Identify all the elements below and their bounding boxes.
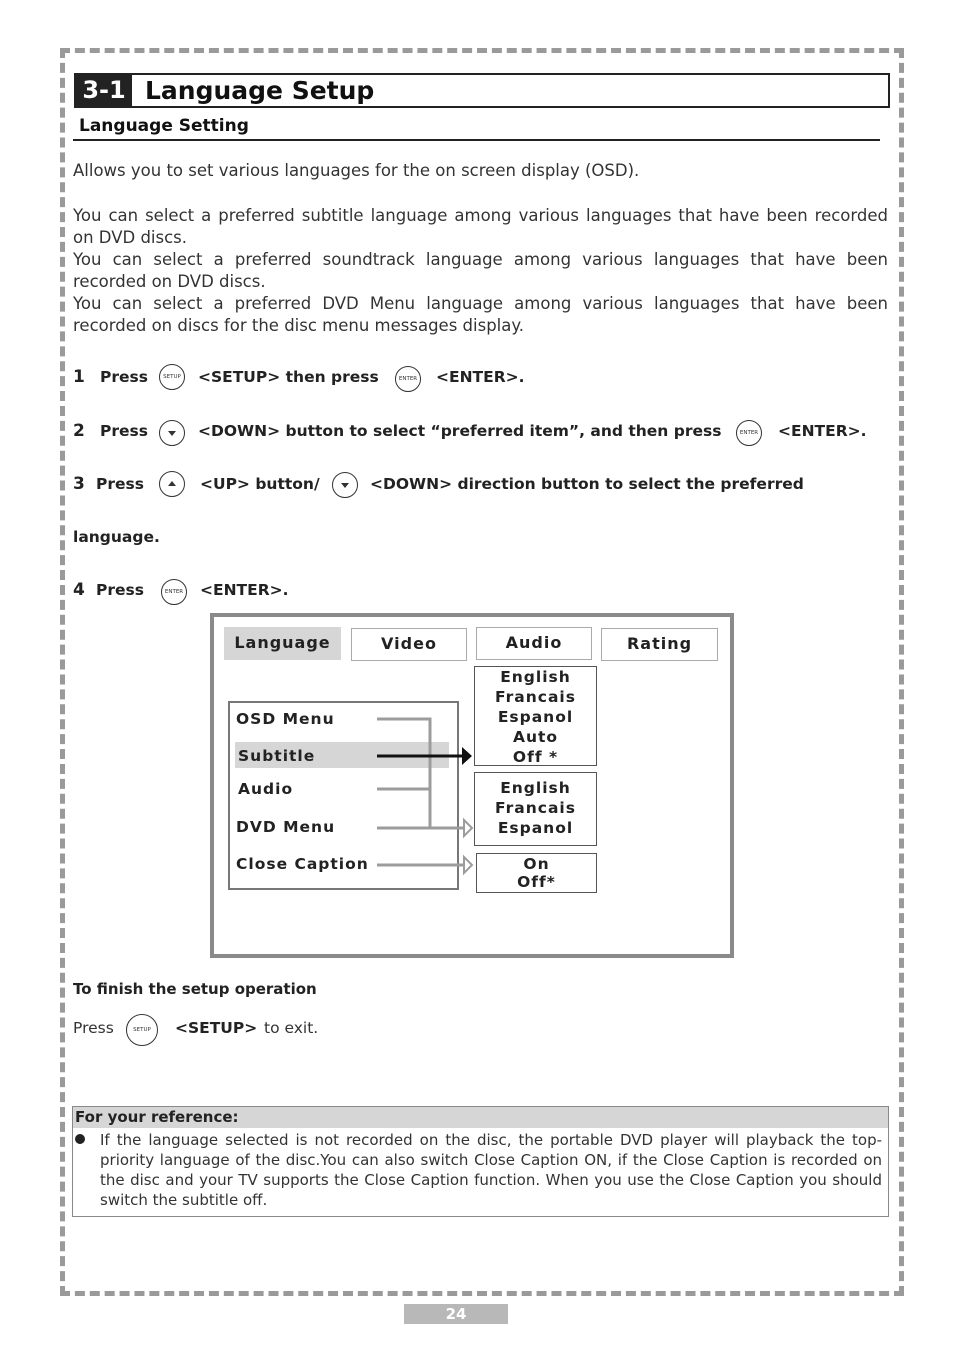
finish-heading: To finish the setup operation: [73, 980, 317, 998]
up-arrow-icon: [159, 471, 185, 497]
step-2-text: <DOWN> button to select “preferred item”, and then press: [198, 422, 722, 440]
close-caption-options: [476, 853, 597, 893]
intro-paragraph-osd: Allows you to set various languages for the on screen display (OSD).: [73, 161, 640, 180]
step-1-text: <SETUP> then press: [198, 368, 379, 386]
menu-item-subtitle: Subtitle: [238, 747, 316, 765]
option-english: English: [500, 779, 571, 797]
page-title: Language Setup: [145, 76, 375, 105]
step-4: [73, 578, 85, 608]
tab-rating: Rating: [601, 628, 718, 661]
tab-language: Language: [224, 627, 341, 660]
step-1-press: Press: [100, 368, 148, 386]
step-2: [73, 419, 85, 449]
step-number: 1: [73, 367, 85, 387]
section-heading: Language Setting: [79, 116, 249, 136]
step-number: 2: [73, 421, 85, 441]
down-arrow-icon: [159, 420, 185, 446]
option-off: Off*: [517, 873, 556, 891]
step-4-press: Press: [96, 581, 144, 599]
reference-text: If the language selected is not recorded on the disc, the portable DVD player will playback the top-priority language of the disc.You can also switch Close Caption ON, if the Close Caption is recorded on the disc and your TV supports the Close Caption function. When you use the Close Caption you should switch the subtitle off.: [100, 1131, 882, 1209]
step-number: 3: [73, 474, 85, 494]
step-2-press: Press: [100, 422, 148, 440]
step-4-end: <ENTER>.: [200, 581, 289, 599]
subtitle-language-options: [474, 772, 597, 846]
heading-rule: [73, 139, 880, 141]
section-number: 3-1: [76, 75, 132, 106]
page-number: 24: [404, 1304, 508, 1324]
tab-audio: Audio: [476, 627, 592, 660]
step-3-end: <DOWN> direction button to select the preferred: [370, 475, 804, 493]
reference-heading: For your reference:: [73, 1107, 888, 1128]
enter-button-icon: ENTER: [736, 420, 762, 446]
option-francais: Francais: [495, 799, 576, 817]
option-off: Off *: [512, 748, 559, 766]
menu-item-audio: Audio: [238, 780, 294, 798]
option-espanol: Espanol: [497, 708, 574, 726]
tab-video: Video: [351, 628, 467, 661]
finish-press: Press: [73, 1019, 114, 1037]
step-2-end: <ENTER>.: [778, 422, 867, 440]
setup-button-icon: SETUP: [159, 364, 185, 390]
bullet-icon: [75, 1134, 85, 1144]
step-3-text: <UP> button/: [200, 475, 320, 493]
option-espanol: Espanol: [497, 819, 574, 837]
step-3: [73, 472, 85, 502]
intro-paragraph-subtitle: You can select a preferred subtitle language among various languages that have been recorded on DVD discs.: [73, 206, 888, 247]
enter-button-icon: ENTER: [395, 366, 421, 392]
menu-item-dvd-menu: DVD Menu: [236, 818, 336, 836]
step-3-press: Press: [96, 475, 144, 493]
step-3-continued: language.: [73, 528, 160, 546]
finish-key: <SETUP>: [175, 1019, 258, 1037]
step-1-end: <ENTER>.: [436, 368, 525, 386]
intro-paragraph-soundtrack: You can select a preferred soundtrack language among various languages that have been recorded on DVD discs.: [73, 250, 888, 291]
option-english: English: [500, 668, 571, 686]
option-on: On: [523, 855, 550, 873]
menu-item-close-caption: Close Caption: [236, 855, 369, 873]
enter-button-icon: ENTER: [161, 579, 187, 605]
connector-lines: [370, 710, 480, 880]
menu-item-osd: OSD Menu: [236, 710, 335, 728]
step-number: 4: [73, 580, 85, 600]
option-auto: Auto: [512, 728, 559, 746]
osd-language-options: [474, 666, 597, 766]
option-francais: Francais: [495, 688, 576, 706]
step-1: [73, 365, 85, 395]
setup-button-icon: SETUP: [126, 1014, 158, 1046]
finish-tail: to exit.: [264, 1019, 319, 1037]
intro-paragraph-dvd-menu: You can select a preferred DVD Menu language among various languages that have been recorded on discs for the disc menu messages display.: [73, 294, 888, 335]
down-arrow-icon: [332, 472, 358, 498]
